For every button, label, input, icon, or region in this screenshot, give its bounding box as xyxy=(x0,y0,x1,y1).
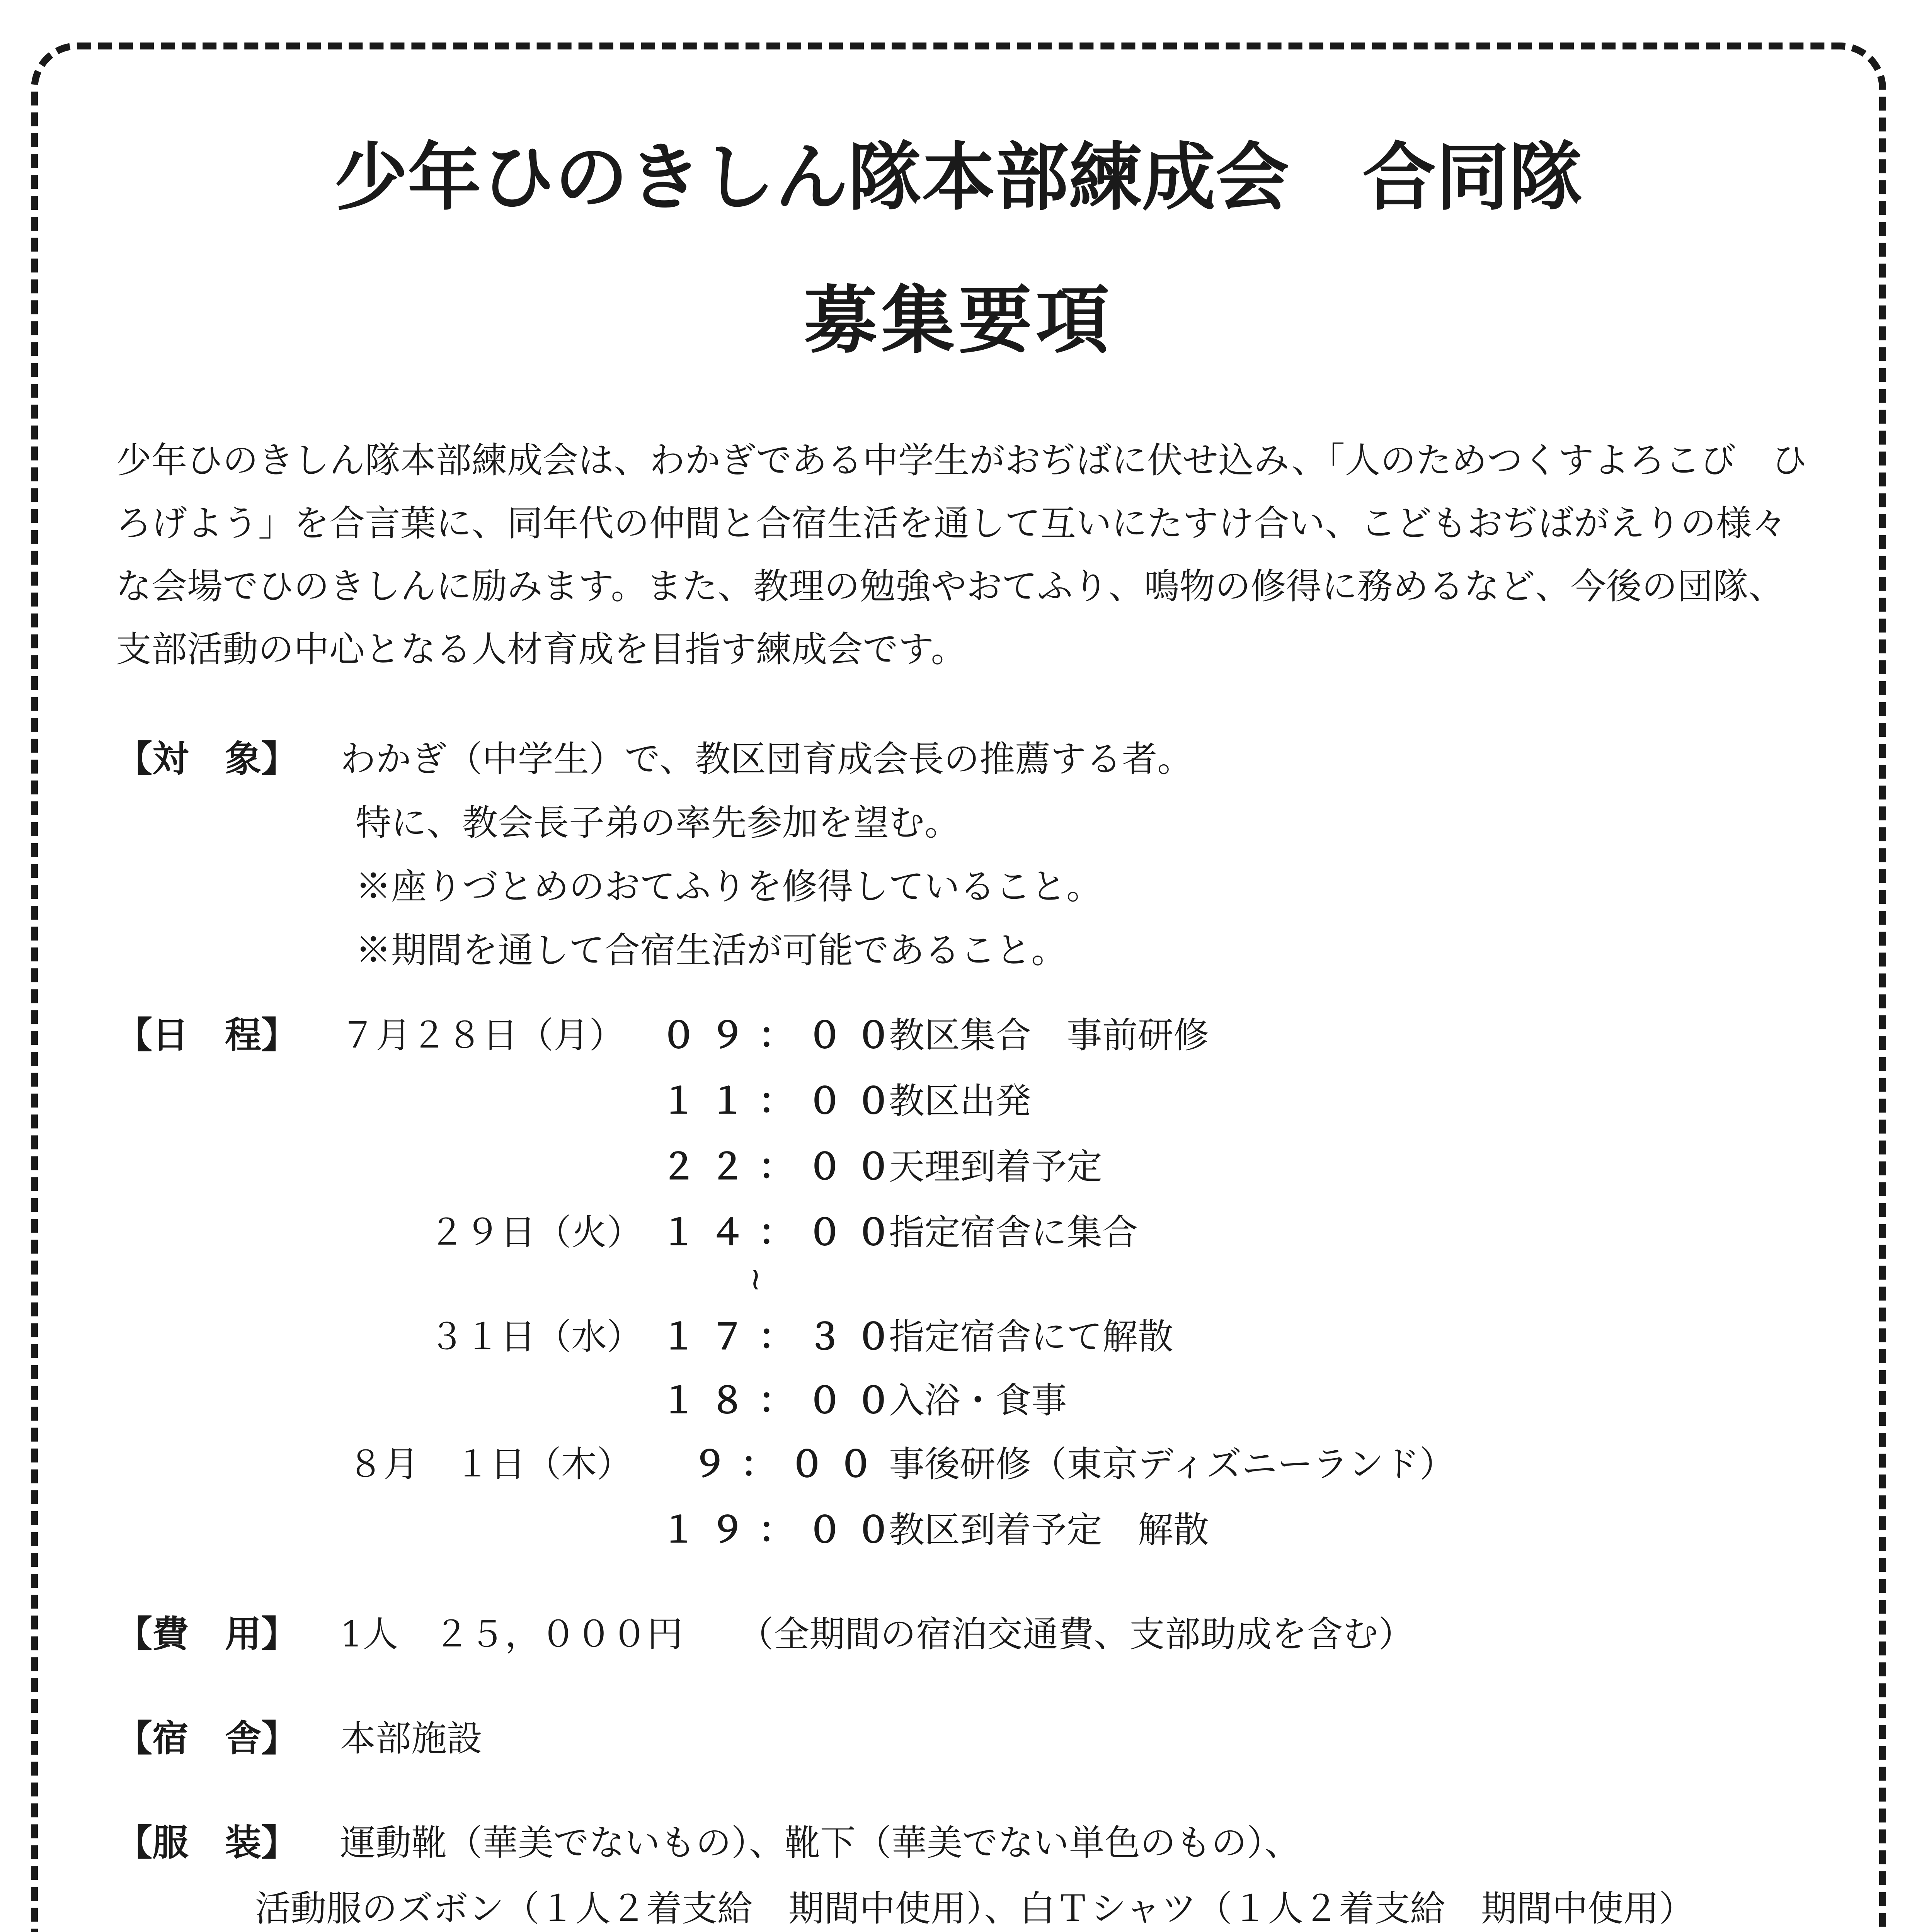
schedule-event: 指定宿舎に集合 xyxy=(889,1212,1138,1253)
schedule-time: １１：００ xyxy=(661,1080,905,1122)
dress-label: 【服 装】 xyxy=(116,1822,298,1864)
fee-amount: 1人 ２５，０００円 xyxy=(340,1614,683,1655)
schedule-date: ７月２８日（月） xyxy=(340,1015,625,1056)
dress-line: 運動靴（華美でないもの）、靴下（華美でない単色のもの）、 xyxy=(340,1822,1301,1864)
target-line: わかぎ（中学生）で、教区団育成会長の推薦する者。 xyxy=(340,738,1193,780)
schedule-time: ０９：００ xyxy=(661,1015,905,1056)
page-subtitle: 募集要項 xyxy=(804,278,1113,363)
schedule-time: １９：００ xyxy=(661,1509,905,1551)
schedule-date: ２９日（火） xyxy=(429,1212,643,1253)
schedule-date: ３１日（水） xyxy=(429,1316,643,1357)
schedule-event: 教区到着予定 解散 xyxy=(889,1509,1209,1551)
target-line: 特に、教会長子弟の率先参加を望む。 xyxy=(356,802,960,844)
schedule-event: 入浴・食事 xyxy=(889,1380,1067,1421)
schedule-event: 教区出発 xyxy=(889,1080,1032,1122)
schedule-event: 天理到着予定 xyxy=(889,1146,1103,1187)
schedule-event: 指定宿舎にて解散 xyxy=(889,1316,1174,1357)
schedule-event: 事後研修（東京ディズニーランド） xyxy=(889,1444,1455,1485)
page-title: 少年ひのきしん隊本部練成会 合同隊 xyxy=(334,135,1583,220)
target-note: ※座りづとめのおてふりを修得していること。 xyxy=(356,866,1102,907)
range-mark: ≀ xyxy=(750,1261,761,1297)
schedule-event: 教区集合 事前研修 xyxy=(889,1015,1209,1056)
intro-paragraph: 少年ひのきしん隊本部練成会は、わかぎである中学生がおぢばに伏せ込み、「人のためつくすよろこび ひ ろげよう」を合言葉に、同年代の仲間と合宿生活を通して互いにたすけ合い、こどもおぢばがえりの様々 な会場でひのきしんに励みます。また、教理の勉強やおてふり、鳴物の修得に務めるなど、今後の団隊、 支部活動の中心となる人材育成を目指す練成会です。 xyxy=(116,440,1807,670)
fee-label: 【費 用】 xyxy=(116,1613,298,1655)
schedule-label: 【日 程】 xyxy=(116,1014,298,1056)
schedule-time: １７：３０ xyxy=(661,1316,905,1357)
dress-line: 活動服のズボン（１人２着支給 期間中使用）、白Ｔシャツ（１人２着支給 期間中使用） xyxy=(255,1888,1695,1929)
schedule-time: １８：００ xyxy=(661,1380,905,1421)
schedule-time: ９：００ xyxy=(692,1444,887,1485)
schedule-date: ８月 １日（木） xyxy=(348,1444,633,1485)
schedule-time: ２２：００ xyxy=(661,1146,905,1187)
lodging-label: 【宿 舎】 xyxy=(116,1718,298,1760)
target-note: ※期間を通して合宿生活が可能であること。 xyxy=(356,930,1067,971)
lodging-value: 本部施設 xyxy=(340,1718,483,1759)
target-label: 【対 象】 xyxy=(116,738,298,780)
schedule-time: １４：００ xyxy=(661,1212,905,1253)
fee-note: （全期間の宿泊交通費、支部助成を含む） xyxy=(738,1614,1414,1655)
